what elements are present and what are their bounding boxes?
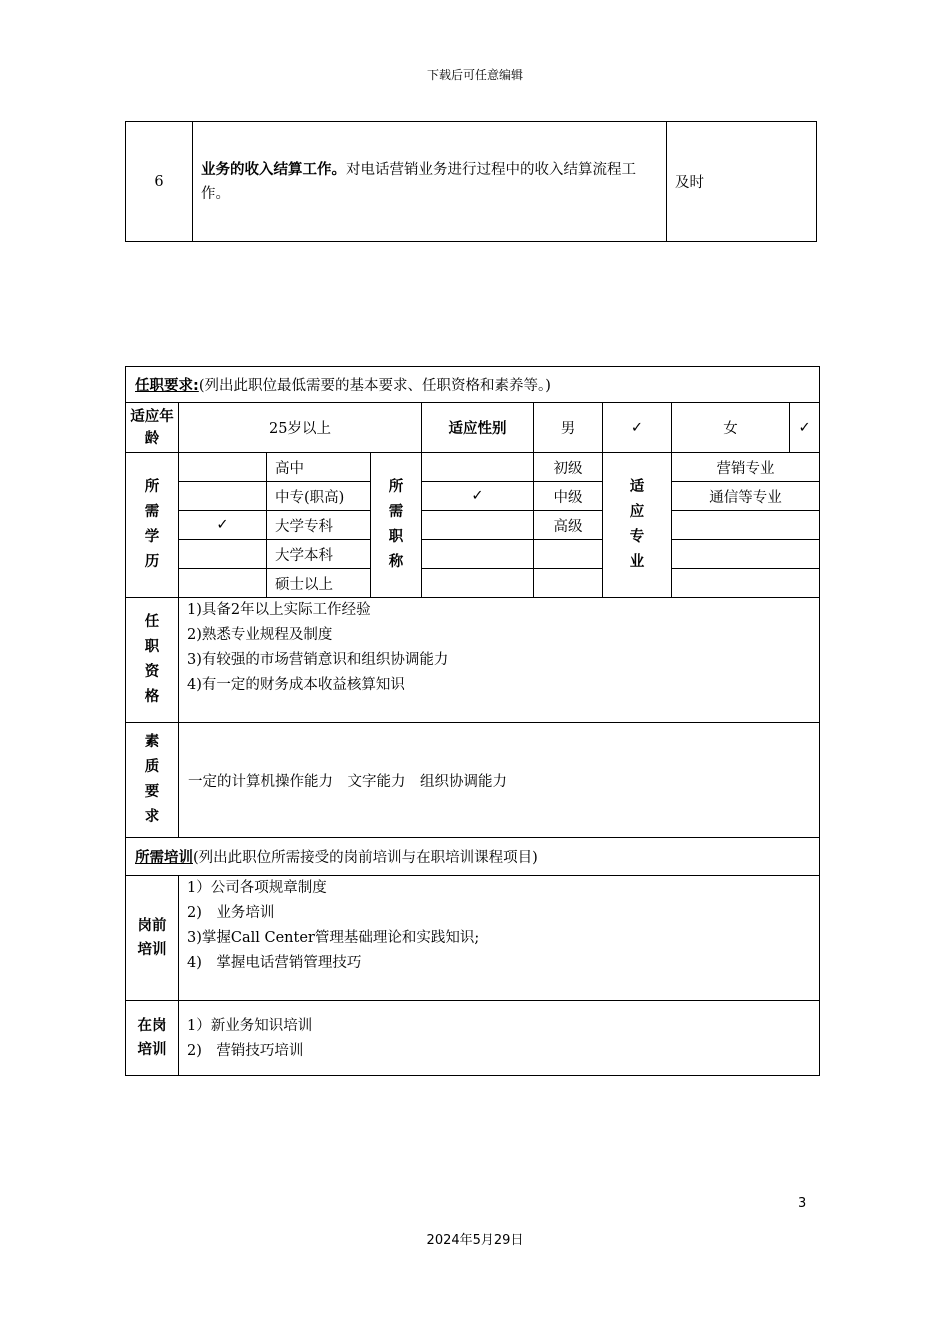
duty-standard: 及时 xyxy=(667,122,817,242)
footer-date: 2024年5月29日 xyxy=(426,1233,524,1248)
major-option xyxy=(672,569,820,598)
pre-training-item: 3)掌握Call Center管理基础理论和实践知识; xyxy=(187,930,480,946)
qualification-item: 1)具备2年以上实际工作经验 xyxy=(187,602,371,618)
major-option xyxy=(672,511,820,540)
edu-check xyxy=(179,540,267,569)
major-option xyxy=(672,540,820,569)
req-heading-note: (列出此职位最低需要的基本要求、任职资格和素养等。) xyxy=(198,378,551,394)
age-row xyxy=(126,403,820,453)
pre-training-label: 岗前培训 xyxy=(126,876,179,1001)
title-option: 初级 xyxy=(534,453,603,482)
qualification-item: 2)熟悉专业规程及制度 xyxy=(187,627,333,643)
title-check: ✓ xyxy=(422,482,534,511)
pre-training-item: 1）公司各项规章制度 xyxy=(187,880,327,896)
title-option xyxy=(534,569,603,598)
pre-training-item: 2) 业务培训 xyxy=(187,905,275,921)
page-header: 下载后可任意编辑 xyxy=(426,68,523,82)
edu-check xyxy=(179,453,267,482)
edu-row xyxy=(126,569,820,598)
female-check: ✓ xyxy=(790,403,820,453)
major-label: 适应专业 xyxy=(603,453,672,598)
edu-check xyxy=(179,569,267,598)
onjob-training-list xyxy=(179,1001,820,1076)
edu-option: 大学专科 xyxy=(267,511,371,540)
duty-desc: 对电话营销业务进行过程中的收入结算流程工作。 xyxy=(201,161,636,202)
pre-training-item: 4) 掌握电话营销管理技巧 xyxy=(187,955,362,971)
training-heading xyxy=(126,838,820,876)
age-label: 适应年龄 xyxy=(126,403,179,453)
edu-option: 高中 xyxy=(267,453,371,482)
title-check xyxy=(422,453,534,482)
major-option: 通信等专业 xyxy=(672,482,820,511)
male-check: ✓ xyxy=(603,403,672,453)
onjob-training-item: 2) 营销技巧培训 xyxy=(187,1043,304,1059)
edu-option: 中专(职高) xyxy=(267,482,371,511)
age-value: 25岁以上 xyxy=(179,403,422,453)
duty-number: 6 xyxy=(126,122,193,242)
title-option xyxy=(534,540,603,569)
gender-label: 适应性别 xyxy=(422,403,534,453)
onjob-training-row xyxy=(126,1001,820,1076)
male-label: 男 xyxy=(534,403,603,453)
training-heading-note: (列出此职位所需接受的岗前培训与在职培训课程项目) xyxy=(193,850,538,866)
req-heading xyxy=(126,367,820,403)
edu-option: 硕士以上 xyxy=(267,569,371,598)
training-heading-row xyxy=(126,838,820,876)
edu-option: 大学本科 xyxy=(267,540,371,569)
qualification-item: 3)有较强的市场营销意识和组织协调能力 xyxy=(187,652,449,668)
onjob-training-item: 1）新业务知识培训 xyxy=(187,1018,313,1034)
req-heading-row xyxy=(126,367,820,403)
edu-row xyxy=(126,482,820,511)
quality-label: 素质要求 xyxy=(126,723,179,838)
quality-text: 一定的计算机操作能力 文字能力 组织协调能力 xyxy=(179,723,820,838)
edu-row xyxy=(126,453,820,482)
requirements-table xyxy=(125,366,820,1076)
title-option: 高级 xyxy=(534,511,603,540)
edu-row xyxy=(126,540,820,569)
title-check xyxy=(422,511,534,540)
quality-row xyxy=(126,723,820,838)
qualification-list xyxy=(179,598,820,723)
edu-check: ✓ xyxy=(179,511,267,540)
duty-table xyxy=(125,121,817,242)
title-option: 中级 xyxy=(534,482,603,511)
title-check xyxy=(422,540,534,569)
title-check xyxy=(422,569,534,598)
pre-training-row xyxy=(126,876,820,1001)
training-heading-label: 所需培训 xyxy=(135,850,193,866)
major-option: 营销专业 xyxy=(672,453,820,482)
duty-title: 业务的收入结算工作。 xyxy=(201,161,346,178)
qualification-item: 4)有一定的财务成本收益核算知识 xyxy=(187,677,405,693)
qualification-label: 任职资格 xyxy=(126,598,179,723)
edu-check xyxy=(179,482,267,511)
pre-training-list xyxy=(179,876,820,1001)
duty-content xyxy=(193,122,667,242)
page-number: 3 xyxy=(798,1196,807,1211)
title-label: 所需职称 xyxy=(371,453,422,598)
female-label: 女 xyxy=(672,403,790,453)
edu-row xyxy=(126,511,820,540)
edu-label: 所需学历 xyxy=(126,453,179,598)
duty-row xyxy=(126,122,817,242)
qualification-row xyxy=(126,598,820,723)
req-heading-label: 任职要求: xyxy=(135,378,199,394)
onjob-training-label: 在岗培训 xyxy=(126,1001,179,1076)
